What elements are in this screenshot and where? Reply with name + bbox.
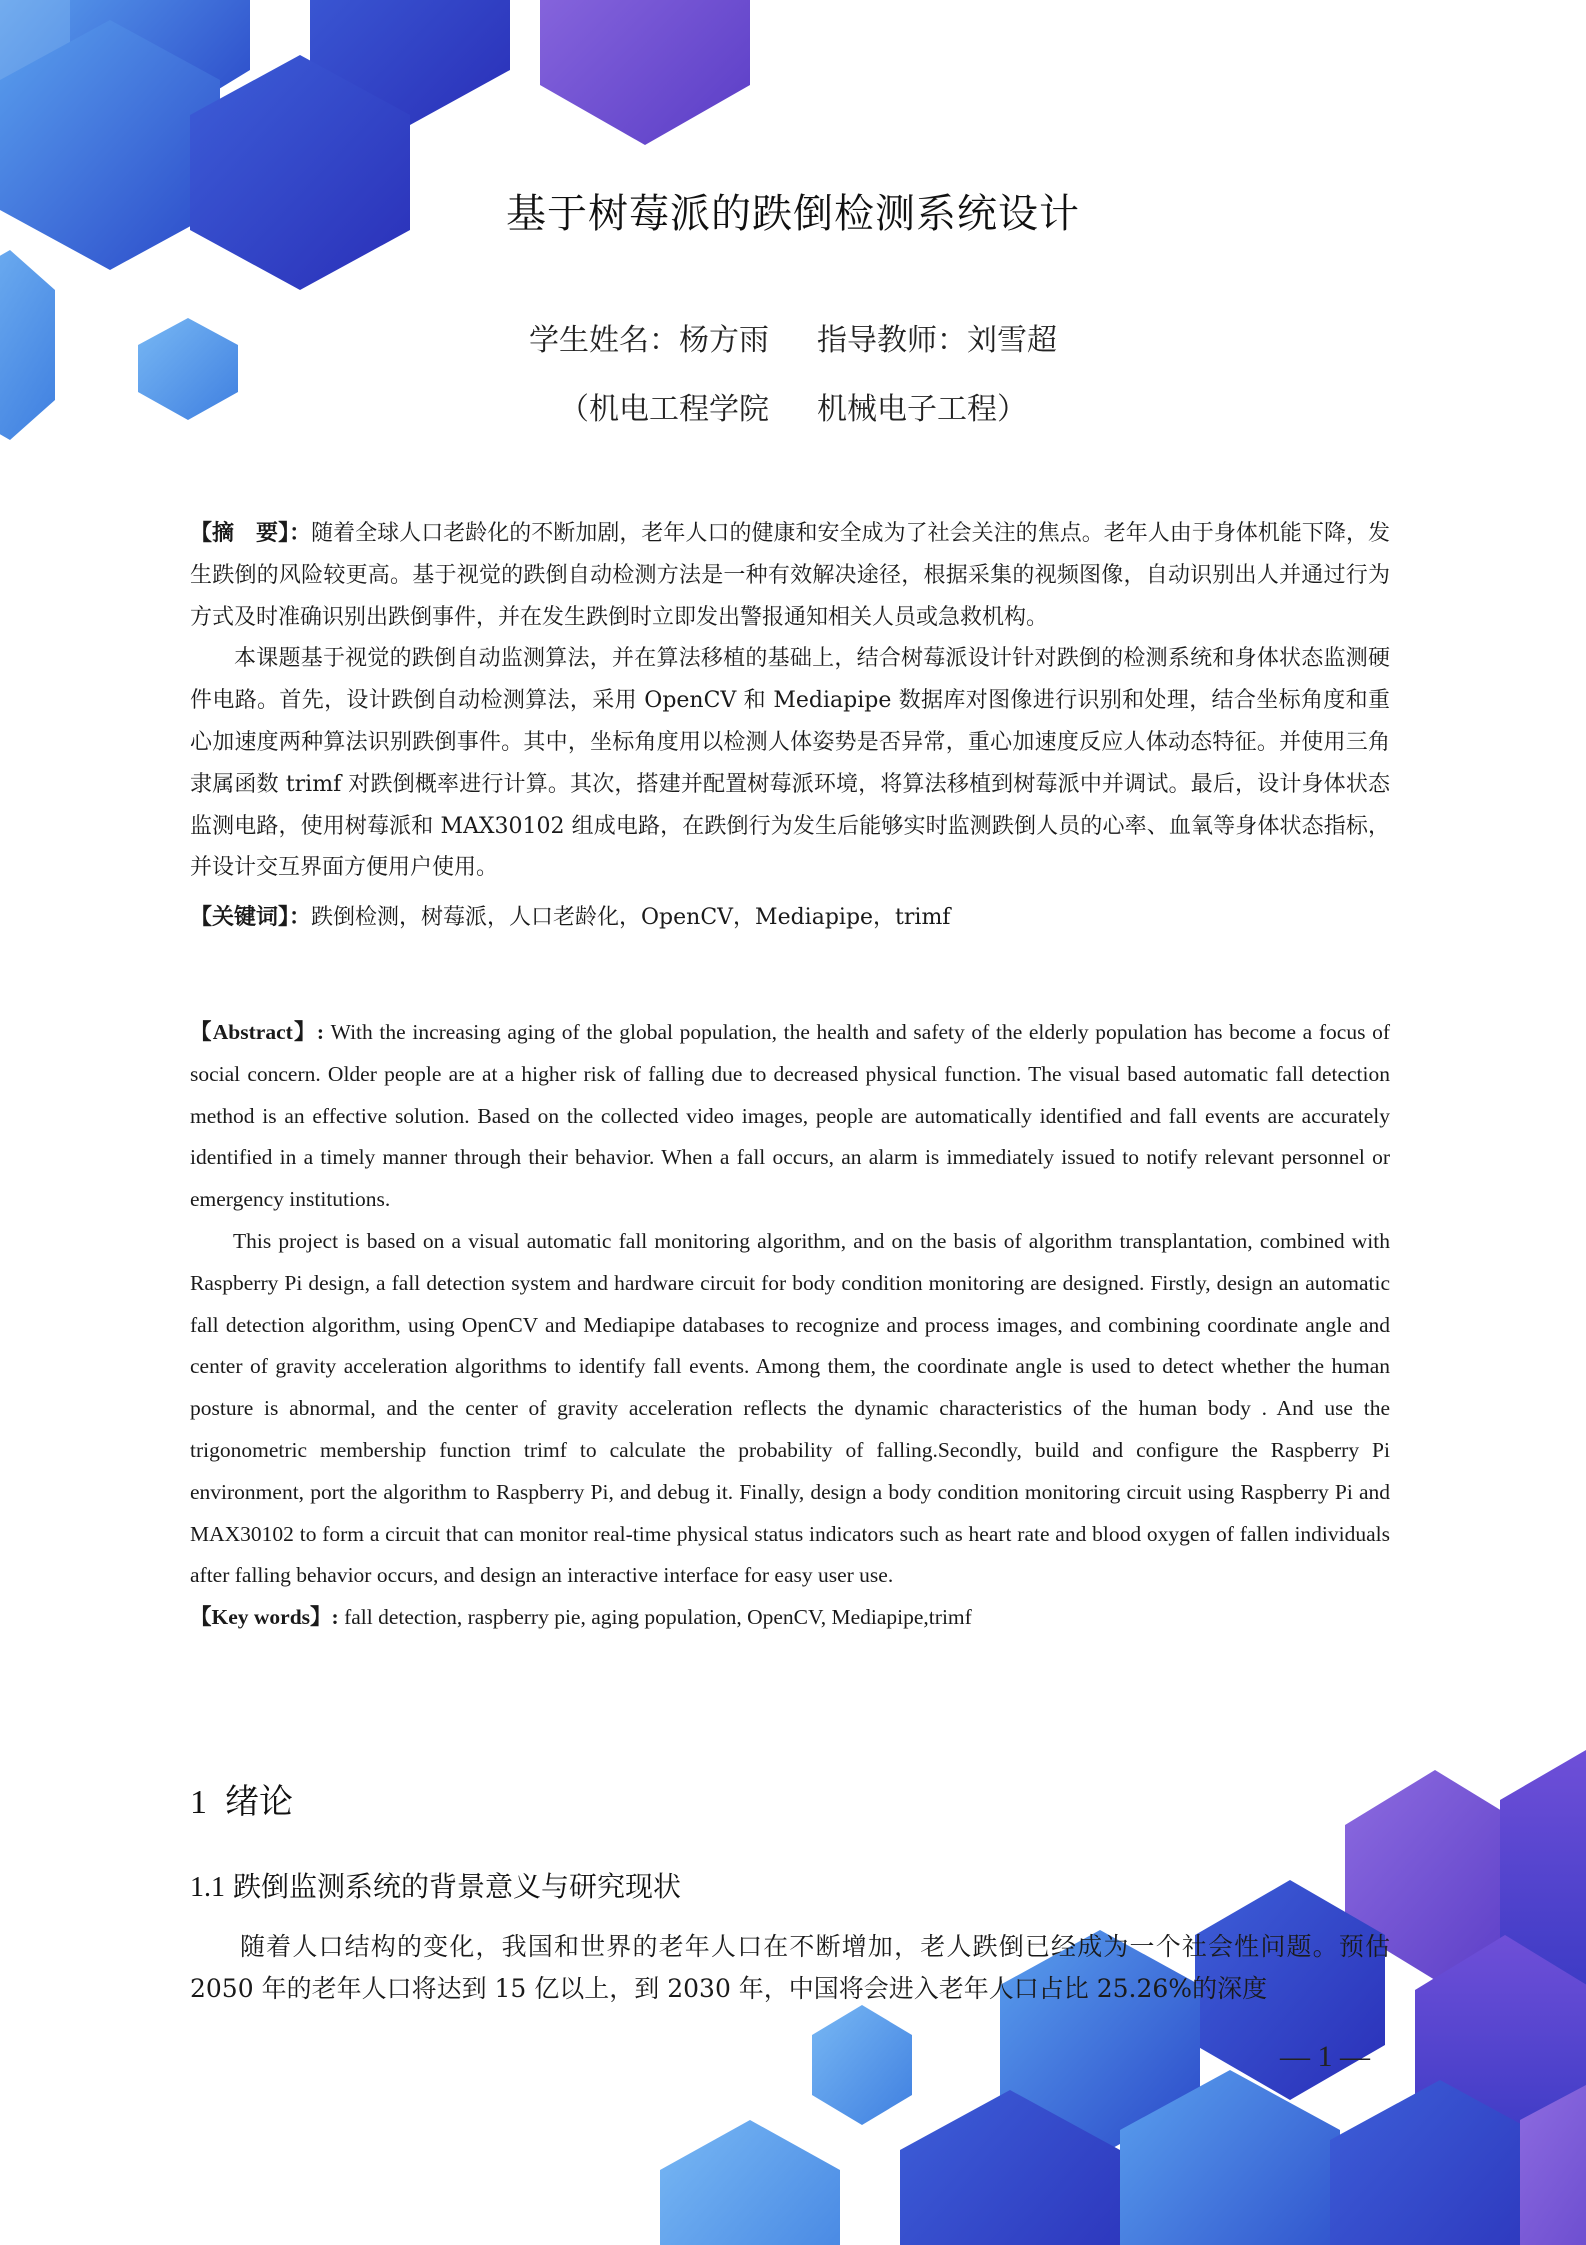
subsection-title: 跌倒监测系统的背景意义与研究现状 [233,1870,682,1903]
keywords-cn [190,897,1390,939]
abstract-cn-para [190,513,1390,638]
abstract-cn-para2: 本课题基于视觉的跌倒自动监测算法，并在算法移植的基础上，结合树莓派设计针对跌倒的检测系统和身体状态监测硬件电路。首先，设计跌倒自动检测算法，采用 OpenCV 和 Mediapipe 数据库对图像进行识别和处理，结合坐标角度和重心加速度两种算法识别跌倒事件。其中，坐标角度用以检测人体姿势是否异常，重心加速度反应人体动态特征。并使用三角隶属函数 trimf 对跌倒概率进行计算。其次，搭建并配置树莓派环境，将算法移植到树莓派中并调试。最后，设计身体状态监测电路，使用树莓派和 MAX30102 组成电路，在跌倒行为发生后能够实时监测跌倒人员的心率、血氧等身体状态指标，并设计交互界面方便用户使用。 [190,646,1390,881]
keywords-en-label: 【Key words】: [190,1605,339,1630]
advisor-name: 指导教师：刘雪超 [817,323,1057,358]
abstract-en [190,1012,1390,1639]
subsection-number: 1.1 [190,1872,225,1903]
major-name: 机械电子工程） [817,392,1027,427]
abstract-en-para2: This project is based on a visual automatic fall monitoring algorithm, and on the basis of algorithm transplantation, combined with Raspberry Pi design, a fall detection system and hardware circuit for body condition monitoring are designed. Firstly, design an automatic fall detection algorithm, using OpenCV and Mediapipe databases to recognize and process images, and combining coordinate angle and center of gravity acceleration algorithms to identify fall events. Among them, the coordinate angle is used to detect whether the human posture is abnormal, and the center of gravity acceleration reflects the dynamic characteristics of the human body . And use the trigonometric membership function trimf to calculate the probability of falling.Secondly, build and configure the Raspberry Pi environment, port the algorithm to Raspberry Pi, and debug it. Finally, design a body condition monitoring circuit using Raspberry Pi and MAX30102 to form a circuit that can monitor real-time physical status indicators such as heart rate and blood oxygen of fallen individuals after falling behavior occurs, and design an interactive interface for easy user use. [190,1228,1390,1588]
abstract-en-text: With the increasing aging of the global population, the health and safety of the elderly population has become a focus of social concern. Older people are at a higher risk of falling due to decreased physical function. The visual based automatic fall detection method is an effective solution. Based on the collected video images, people are automatically identified and fall events are accurately identified in a timely manner through their behavior. When a fall occurs, an alarm is immediately issued to notify relevant personnel or emergency institutions. [190,1020,1390,1212]
abstract-cn-label: 【摘 要】： [190,520,312,546]
keywords-cn-label: 【关键词】： [190,904,312,931]
subsection-heading [190,1865,681,1905]
abstract-cn-text: 随着全球人口老龄化的不断加剧，老年人口的健康和安全成为了社会关注的焦点。老年人由于身体机能下降，发生跌倒的风险较更高。基于视觉的跌倒自动检测方法是一种有效解决途径，根据采集的视频图像，自动识别出人并通过行为方式及时准确识别出跌倒事件，并在发生跌倒时立即发出警报通知相关人员或急救机构。 [190,521,1390,630]
student-name: 学生姓名：杨方雨 [529,323,769,358]
keywords-en [190,1597,1390,1639]
affiliation-line [0,384,1586,428]
keywords-cn-text: 跌倒检测，树莓派，人口老龄化，OpenCV，Mediapipe，trimf [311,905,951,931]
college-name: （机电工程学院 [559,392,769,427]
abstract-cn [190,513,1390,939]
section-number: 1 [190,1784,207,1821]
page-number: — 1 — [1280,2040,1370,2073]
keywords-en-text: fall detection, raspberry pie, aging population, OpenCV, Mediapipe,trimf [338,1605,972,1630]
section-title: 绪论 [225,1782,293,1822]
paper-title: 基于树莓派的跌倒检测系统设计 [506,191,1080,237]
section-heading [190,1774,293,1823]
section-body [190,1926,1390,2010]
abstract-en-para [190,1012,1390,1221]
abstract-en-label: 【Abstract】: [190,1020,324,1044]
section-paragraph: 随着人口结构的变化，我国和世界的老年人口在不断增加，老人跌倒已经成为一个社会性问题。预估 2050 年的老年人口将达到 15 亿以上，到 2030 年，中国将会进入老年人口占比 25.26%的深度 [190,1932,1390,2003]
author-line [0,315,1586,359]
